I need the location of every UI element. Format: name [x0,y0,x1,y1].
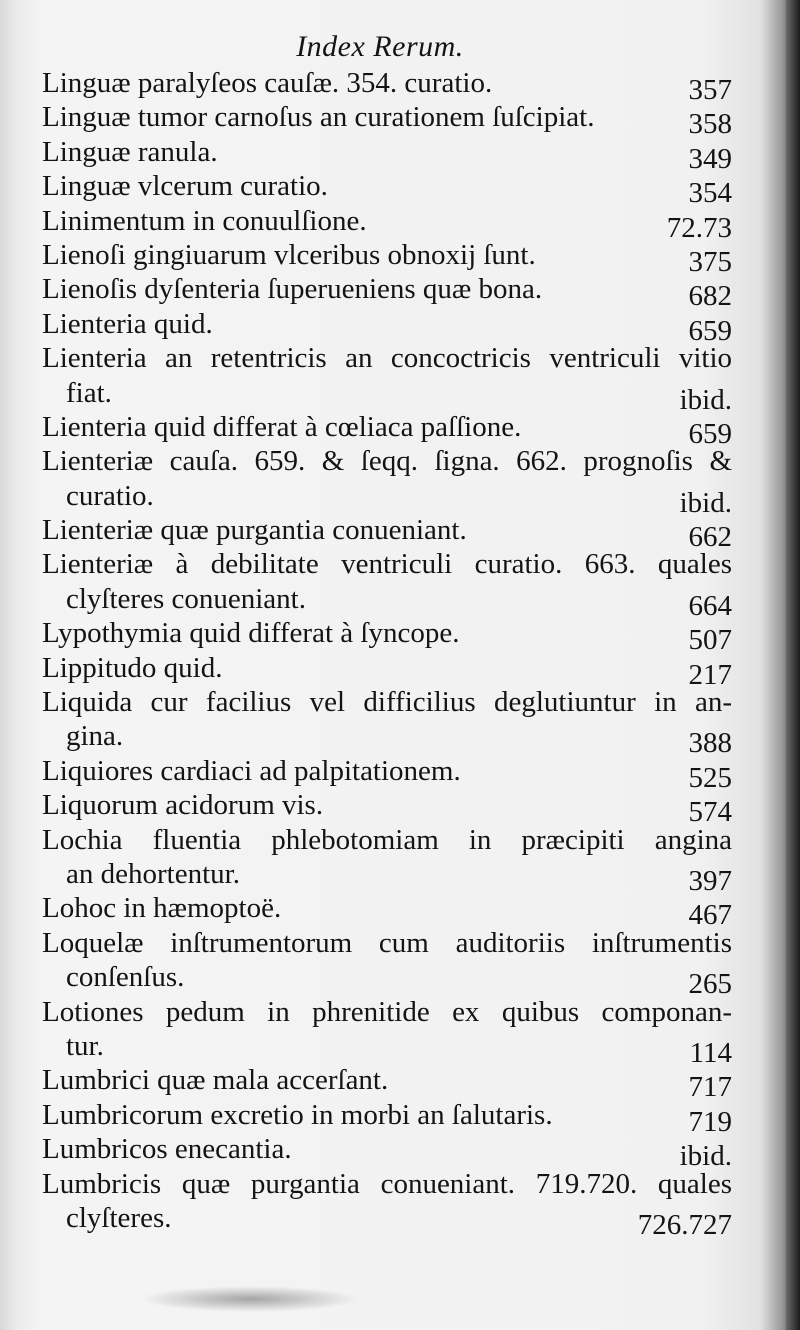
entry-page-ref: 349 [688,142,732,175]
entry-page-ref: 358 [688,108,732,141]
index-entry [0,1167,800,1241]
index-entry [0,823,800,897]
entry-page-ref: ibid. [679,486,732,519]
index-entry [0,1063,800,1104]
running-head: Index Rerum. [296,30,464,63]
entry-text: Liquida cur facilius vel difficilius deglutiuntur in an- [42,686,732,719]
index-entry [0,169,800,210]
entry-text-continued: curatio. [66,479,154,512]
entry-text: Lotiones pedum in phrenitide ex quibus componan- [42,995,732,1028]
entry-text-continued: clyſteres conueniant. [66,582,306,615]
index-entry [0,238,800,278]
index-entry [0,547,800,622]
index-entry [0,754,800,794]
entry-page-ref: 719 [688,1105,732,1138]
entry-text: Lohoc in hæmoptoë. [42,892,282,925]
index-entry [0,307,800,347]
index-entry [0,341,800,416]
ink-smudge [140,1286,360,1312]
entry-text-continued: conſenſus. [66,961,185,994]
entry-page-ref: 265 [688,968,732,1001]
entry-text-continued: an dehortentur. [66,857,240,890]
entry-text: Liquorum acidorum vis. [42,789,324,822]
entry-text: Lumbricorum excretio in morbi an ſalutaris. [42,1098,553,1131]
entry-text: Linguæ ranula. [42,135,218,168]
index-entry [0,204,800,244]
index-entry [0,685,800,760]
index-entry [0,100,800,141]
entry-page-ref: 659 [688,314,732,347]
index-entry [0,616,800,657]
entry-page-ref: 357 [688,74,732,106]
entry-text: Lienteriæ quæ purgantia conueniant. [42,514,467,547]
index-entry [0,651,800,691]
index-entry [0,995,800,1069]
entry-page-ref: 397 [688,864,732,897]
index-entry [0,1132,800,1173]
entry-text: Linguæ vlcerum curatio. [42,170,328,203]
entry-page-ref: 682 [688,280,732,313]
entry-text: Loquelæ inſtrumentorum cum auditoriis inſtrumentis [42,926,732,959]
entry-text: Lochia fluentia phlebotomiam in præcipiti angina [42,823,732,856]
index-entry [0,272,800,313]
entry-text: Linguæ tumor carnoſus an curationem ſuſcipiat. [42,101,595,134]
entry-text: Lumbrici quæ mala accerſant. [42,1064,389,1097]
entry-text: Lumbricis quæ purgantia conueniant. 719.720. quales [42,1167,732,1200]
entry-text: Lienoſi gingiuarum vlceribus obnoxij ſunt. [42,238,536,271]
entry-text: Liquiores cardiaci ad palpitationem. [42,754,461,787]
entry-page-ref: ibid. [679,383,732,416]
entry-page-ref: 726.727 [637,1208,732,1241]
entry-page-ref: 375 [688,245,732,278]
entry-page-ref: ibid. [679,1140,732,1173]
entry-text: Lienteria an retentricis an concoctricis ventriculi vitio [42,342,732,375]
entry-page-ref: 217 [688,658,732,691]
entry-page-ref: 388 [688,727,732,760]
entry-text: Lienteria quid differat à cœliaca paſſione. [42,410,522,443]
entry-page-ref: 114 [689,1036,732,1069]
entry-text: Lienoſis dyſenteria ſuperueniens quæ bona. [42,273,543,306]
index-entry [0,410,800,450]
index-entry [0,135,800,175]
entry-text-continued: clyſteres. [66,1201,172,1234]
entry-page-ref: 72.73 [666,211,732,244]
index-entries [0,66,800,1241]
entry-page-ref: 662 [688,521,732,554]
index-entry [0,1098,800,1138]
entry-text: Linguæ paralyſeos cauſæ. 354. curatio. [42,67,493,99]
entry-text-continued: fiat. [66,376,112,409]
index-entry [0,891,800,932]
entry-page-ref: 659 [688,417,732,450]
entry-page-ref: 664 [688,589,732,622]
entry-text: Lienteria quid. [42,307,213,340]
entry-text: Lypothymia quid differat à ſyncope. [42,617,460,650]
entry-page-ref: 717 [688,1071,732,1104]
entry-text-continued: tur. [66,1029,104,1062]
index-entry [0,788,800,829]
entry-page-ref: 467 [688,899,732,932]
entry-text-continued: gina. [66,720,124,753]
entry-text: Lippitudo quid. [42,651,223,684]
entry-page-ref: 525 [688,761,732,794]
entry-text: Lienteriæ cauſa. 659. & ſeqq. ſigna. 662. prognoſis & [42,445,732,478]
entry-text: Lienteriæ à debilitate ventriculi curatio. 663. quales [42,548,732,581]
entry-page-ref: 574 [688,796,732,829]
index-entry [0,66,800,106]
entry-page-ref: 507 [688,624,732,657]
entry-page-ref: 354 [688,177,732,210]
index-entry [0,926,800,1001]
entry-text: Linimentum in conuulſione. [42,204,367,237]
index-entry [0,513,800,554]
entry-text: Lumbricos enecantia. [42,1133,292,1166]
index-entry [0,444,800,519]
